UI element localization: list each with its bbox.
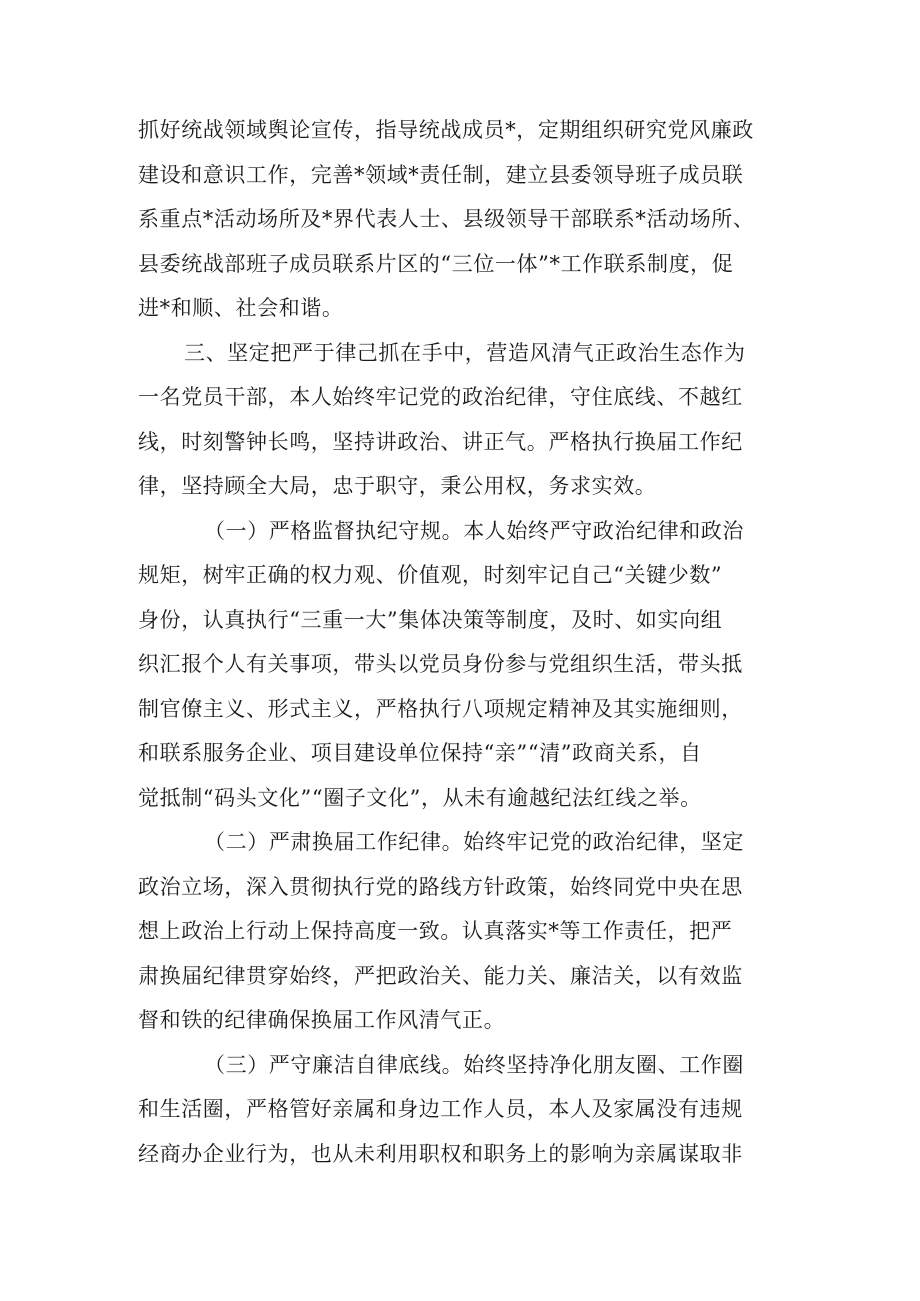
text-line: 线，时刻警钟长鸣，坚持讲政治、讲正气。严格执行换届工作纪: [138, 429, 743, 454]
text-line: 觉抵制“码头文化”“圈子文化”，从未有逾越纪法红线之举。: [138, 785, 702, 810]
text-line: 制官僚主义、形式主义，严格执行八项规定精神及其实施细则，: [138, 696, 743, 721]
text-line: 想上政治上行动上保持高度一致。认真落实*等工作责任，把严: [138, 919, 733, 943]
text-line: 经商办企业行为，也从未利用职权和职务上的影响为亲属谋取非: [138, 1141, 743, 1166]
text-line: 政治立场，深入贯彻执行党的路线方针政策，始终同党中央在思: [138, 874, 743, 899]
subsection-heading-two: （二）严肃换届工作纪律。始终牢记党的政治纪律，坚定: [204, 830, 744, 854]
text-line: 建设和意识工作，完善*领域*责任制，建立县委领导班子成员联: [138, 162, 744, 187]
text-line: 县委统战部班子成员联系片区的“三位一体”*工作联系制度，促: [138, 251, 734, 276]
body-text: [138, 108, 802, 1176]
text-line: 律，坚持顾全大局，忠于职守，秉公用权，务求实效。: [138, 474, 657, 498]
text-line: 身份，认真执行“三重一大”集体决策等制度，及时、如实向组: [138, 607, 723, 632]
text-line: 抓好统战领域舆论宣传，指导统战成员*，定期组织研究党风廉政: [138, 118, 754, 142]
text-line: 督和铁的纪律确保换届工作风清气正。: [138, 1008, 506, 1032]
subsection-heading-three: （三）严守廉洁自律底线。始终坚持净化朋友圈、工作圈: [204, 1052, 744, 1077]
text-line: 系重点*活动场所及*界代表人士、县级领导干部联系*活动场所、: [138, 207, 755, 231]
text-line: 和联系服务企业、项目建设单位保持“亲”“清”政商关系，自: [138, 741, 702, 765]
text-line: 规矩，树牢正确的权力观、价值观，时刻牢记自己“关键少数”: [138, 563, 723, 587]
text-line: 肃换届纪律贯穿始终，严把政治关、能力关、廉洁关，以有效监: [138, 963, 743, 988]
text-line: 和生活圈，严格管好亲属和身边工作人员，本人及家属没有违规: [138, 1097, 743, 1121]
text-line: 织汇报个人有关事项，带头以党员身份参与党组织生活，带头抵: [138, 652, 743, 676]
subsection-heading-one: （一）严格监督执纪守规。本人始终严守政治纪律和政治: [204, 518, 744, 543]
text-line: 一名党员干部，本人始终牢记党的政治纪律，守住底线、不越红: [138, 385, 743, 409]
section-heading-three: 三、坚定把严于律己抓在手中，营造风清气正政治生态作为: [184, 340, 746, 365]
text-line: 进*和顺、社会和谐。: [138, 296, 344, 320]
